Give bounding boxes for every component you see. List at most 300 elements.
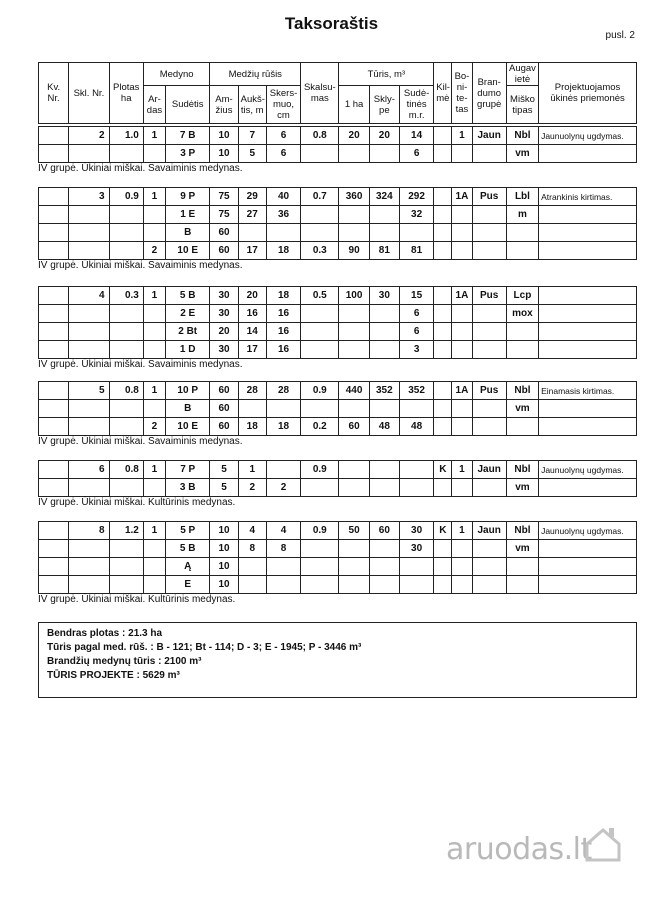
table-cell: 0.7 [301,188,339,206]
table-cell: 5 [238,145,266,163]
table-cell [434,305,452,323]
table-cell [301,305,339,323]
table-cell [238,224,266,242]
table-cell: 8 [238,540,266,558]
table-cell [434,323,452,341]
table-cell: 28 [238,382,266,400]
table-cell: 2 Bt [166,323,210,341]
group-note: IV grupė. Ūkiniai miškai. Savaiminis medynas. [38,359,243,370]
table-cell: Jaunuolynų ugdymas. [539,127,637,145]
table-cell: 1 [143,188,165,206]
table-cell [434,188,452,206]
table-cell: 18 [266,242,300,260]
table-row [39,461,637,479]
table-cell: B [166,400,210,418]
table-cell: 0.8 [301,127,339,145]
table-cell: Nbl [506,382,538,400]
table-cell: 2 [238,479,266,497]
table-cell [109,479,143,497]
table-cell: 8 [69,522,109,540]
table-cell [369,224,399,242]
table-cell [472,145,506,163]
table-cell: 60 [339,418,369,436]
table-row [39,145,637,163]
table-cell [472,418,506,436]
table-cell [39,305,69,323]
summary-project-volume: TŪRIS PROJEKTE : 5629 m³ [47,670,180,681]
table-cell [369,558,399,576]
summary-mature-volume: Brandžių medynų tūris : 2100 m³ [47,656,202,667]
table-cell: 1 [452,461,472,479]
table-cell [39,479,69,497]
table-cell: 14 [399,127,433,145]
table-cell [301,400,339,418]
table-cell: 0.3 [109,287,143,305]
table-cell: 1.2 [109,522,143,540]
table-cell: 16 [266,341,300,359]
stand-table [38,126,637,163]
table-cell [109,576,143,594]
table-cell [39,461,69,479]
table-cell: 20 [369,127,399,145]
table-cell [109,305,143,323]
table-cell [434,382,452,400]
table-cell: 1A [452,382,472,400]
table-cell [69,305,109,323]
table-cell [472,540,506,558]
table-cell [452,479,472,497]
table-cell: Jaunuolynų ugdymas. [539,522,637,540]
col-bonitetas: Bo- ni- te- tas [452,63,472,124]
table-cell: 5 B [166,540,210,558]
table-cell [301,145,339,163]
col-turis-1ha: 1 ha [339,86,369,124]
table-cell [339,461,369,479]
table-cell [472,576,506,594]
table-row [39,188,637,206]
table-cell: vm [506,400,538,418]
table-cell: 90 [339,242,369,260]
table-cell [452,224,472,242]
table-cell [369,341,399,359]
col-medziu-rusis: Medžių rūšis [210,63,301,86]
table-cell: E [166,576,210,594]
table-cell [472,206,506,224]
table-cell: 2 [143,418,165,436]
col-priemones: Projektuojamos ūkinės priemonės [539,63,637,124]
table-cell: 4 [238,522,266,540]
table-cell [69,400,109,418]
table-cell: 30 [399,540,433,558]
table-cell: Pus [472,382,506,400]
table-cell [506,558,538,576]
table-cell [539,305,637,323]
table-cell [339,323,369,341]
table-cell [109,341,143,359]
table-cell [69,206,109,224]
table-cell: 5 [210,479,238,497]
table-cell: Nbl [506,127,538,145]
table-cell: Jaun [472,461,506,479]
table-cell: 324 [369,188,399,206]
table-cell: 4 [69,287,109,305]
table-cell [452,558,472,576]
table-cell [339,479,369,497]
table-cell [238,400,266,418]
table-cell [339,558,369,576]
table-cell [434,224,452,242]
table-cell: 81 [369,242,399,260]
table-cell [266,224,300,242]
table-cell [39,400,69,418]
table-cell [109,558,143,576]
col-skl-nr: Skl. Nr. [69,63,109,124]
col-augaviete: Augav ietė [506,63,538,86]
table-cell: 17 [238,242,266,260]
table-cell [143,341,165,359]
table-cell [452,206,472,224]
table-cell: 16 [238,305,266,323]
table-cell: 20 [339,127,369,145]
table-cell: 28 [266,382,300,400]
table-cell [39,127,69,145]
group-note: IV grupė. Ūkiniai miškai. Kultūrinis medynas. [38,594,236,605]
table-cell [301,576,339,594]
table-cell: Pus [472,188,506,206]
table-cell: 440 [339,382,369,400]
table-cell: 2 E [166,305,210,323]
table-cell: 5 [69,382,109,400]
table-cell: 81 [399,242,433,260]
table-cell: 1 [143,127,165,145]
table-cell: Lcp [506,287,538,305]
table-cell: 20 [238,287,266,305]
table-cell [39,323,69,341]
table-cell: 4 [266,522,300,540]
col-medyno: Medyno [143,63,210,86]
table-cell: 14 [238,323,266,341]
page-number: pusl. 2 [605,30,635,41]
table-cell [369,323,399,341]
table-cell: 30 [369,287,399,305]
table-cell: 10 [210,145,238,163]
table-cell [301,540,339,558]
table-cell [109,242,143,260]
col-misko-tipas: Miško tipas [506,86,538,124]
table-cell: 292 [399,188,433,206]
table-cell [266,576,300,594]
col-aukstis: Aukš- tis, m [238,86,266,124]
table-cell [266,558,300,576]
table-cell [69,540,109,558]
table-cell [434,576,452,594]
col-turis-sklype: Skly- pe [369,86,399,124]
table-cell [434,418,452,436]
table-cell: 7 P [166,461,210,479]
table-cell [39,224,69,242]
table-cell [143,145,165,163]
table-cell: 1 [143,461,165,479]
table-cell: 100 [339,287,369,305]
summary-box [38,622,637,698]
table-cell [69,323,109,341]
table-cell: 30 [399,522,433,540]
table-cell [539,400,637,418]
table-cell [434,341,452,359]
table-row [39,242,637,260]
table-cell [539,206,637,224]
table-cell: Einamasis kirtimas. [539,382,637,400]
table-cell [69,576,109,594]
table-cell: 3 P [166,145,210,163]
table-cell [109,540,143,558]
table-cell [472,323,506,341]
table-cell [301,558,339,576]
table-cell [39,188,69,206]
table-cell [339,341,369,359]
table-cell [69,224,109,242]
table-cell: 1 [143,287,165,305]
header-table [38,62,637,124]
table-cell: 10 [210,522,238,540]
watermark-logo: aruodas.lt [446,832,592,867]
table-cell: 0.3 [301,242,339,260]
table-cell [369,145,399,163]
table-cell [434,400,452,418]
table-cell [452,540,472,558]
table-cell [301,206,339,224]
table-cell [266,400,300,418]
table-cell: 6 [69,461,109,479]
table-cell: 17 [238,341,266,359]
table-cell: 1A [452,188,472,206]
table-cell [301,323,339,341]
table-cell: 36 [266,206,300,224]
table-cell: 1 [452,127,472,145]
stand-table [38,460,637,497]
table-cell: 60 [210,224,238,242]
table-cell: 10 [210,540,238,558]
table-cell: 50 [339,522,369,540]
table-cell [452,400,472,418]
table-cell: 0.8 [109,382,143,400]
table-cell: 3 [69,188,109,206]
table-cell [301,479,339,497]
stand-table [38,286,637,359]
table-cell: 30 [210,287,238,305]
table-cell: 5 [210,461,238,479]
table-cell [339,206,369,224]
table-cell [452,341,472,359]
table-cell: 48 [369,418,399,436]
table-cell: 30 [210,341,238,359]
table-cell [39,206,69,224]
table-cell [39,540,69,558]
table-cell [109,400,143,418]
table-cell: Atrankinis kirtimas. [539,188,637,206]
table-cell [39,522,69,540]
table-cell [69,418,109,436]
table-cell: 18 [266,287,300,305]
table-cell: 6 [266,145,300,163]
table-cell: 352 [369,382,399,400]
col-turis: Tūris, m³ [339,63,434,86]
table-row [39,206,637,224]
table-cell: 32 [399,206,433,224]
table-cell: 10 E [166,242,210,260]
table-cell [539,323,637,341]
table-cell: 10 P [166,382,210,400]
table-cell: 5 B [166,287,210,305]
table-cell [339,305,369,323]
table-cell [452,145,472,163]
table-cell [369,576,399,594]
table-cell: 1 [143,382,165,400]
table-cell: 9 P [166,188,210,206]
table-cell: 1 [238,461,266,479]
table-cell: 10 [210,576,238,594]
table-cell [39,242,69,260]
group-note: IV grupė. Ūkiniai miškai. Kultūrinis medynas. [38,497,236,508]
table-row [39,558,637,576]
table-cell: 48 [399,418,433,436]
table-row [39,418,637,436]
table-cell: mox [506,305,538,323]
table-cell [434,287,452,305]
col-amzius: Am- žius [210,86,238,124]
table-cell [452,576,472,594]
table-cell [434,145,452,163]
table-cell [452,305,472,323]
table-cell: vm [506,540,538,558]
table-cell [369,461,399,479]
table-row [39,576,637,594]
table-cell [39,576,69,594]
table-cell [399,224,433,242]
table-cell: 10 [210,558,238,576]
table-cell [434,558,452,576]
table-cell: Pus [472,287,506,305]
table-cell: 0.5 [301,287,339,305]
table-cell [506,323,538,341]
table-row [39,382,637,400]
group-note: IV grupė. Ūkiniai miškai. Savaiminis medynas. [38,260,243,271]
table-cell: 18 [266,418,300,436]
table-row [39,305,637,323]
col-skersmuo: Skers- muo, cm [266,86,300,124]
table-cell: 10 [210,127,238,145]
table-row [39,479,637,497]
table-cell: 3 [399,341,433,359]
table-cell [339,540,369,558]
table-cell: 16 [266,305,300,323]
table-cell [69,145,109,163]
house-icon [583,826,623,862]
table-cell: Jaun [472,522,506,540]
table-cell: 15 [399,287,433,305]
table-cell [434,479,452,497]
col-plotas: Plotas ha [109,63,143,124]
table-cell [506,576,538,594]
table-cell: 3 B [166,479,210,497]
col-kilme: Kil- mė [434,63,452,124]
table-cell: Ą [166,558,210,576]
col-kv-nr: Kv. Nr. [39,63,69,124]
table-cell [434,540,452,558]
table-cell: 0.9 [301,461,339,479]
table-cell: 40 [266,188,300,206]
table-cell [539,145,637,163]
table-cell [39,341,69,359]
table-cell [399,461,433,479]
table-cell: Jaun [472,127,506,145]
table-cell: 29 [238,188,266,206]
table-cell [369,206,399,224]
group-note: IV grupė. Ūkiniai miškai. Savaiminis medynas. [38,436,243,447]
table-cell: vm [506,479,538,497]
table-cell [339,576,369,594]
table-cell [452,418,472,436]
table-cell: 7 [238,127,266,145]
table-cell [339,224,369,242]
table-cell: K [434,461,452,479]
col-ardas: Ar- das [143,86,165,124]
table-cell [472,400,506,418]
table-cell [301,224,339,242]
table-cell: m [506,206,538,224]
table-cell [506,341,538,359]
summary-total-area: Bendras plotas : 21.3 ha [47,628,163,639]
table-cell: 0.8 [109,461,143,479]
table-cell [39,418,69,436]
table-cell [472,479,506,497]
table-cell: 6 [399,145,433,163]
table-cell [143,540,165,558]
table-cell: 2 [69,127,109,145]
table-cell [506,224,538,242]
stand-table [38,187,637,260]
table-cell [434,206,452,224]
table-cell: 75 [210,188,238,206]
table-cell: 0.2 [301,418,339,436]
table-cell: 16 [266,323,300,341]
table-cell: 7 B [166,127,210,145]
table-cell: 0.9 [301,522,339,540]
table-cell: 8 [266,540,300,558]
table-cell: 20 [210,323,238,341]
table-cell: K [434,522,452,540]
table-cell: 10 E [166,418,210,436]
table-cell: 60 [210,242,238,260]
table-cell [143,305,165,323]
table-row [39,540,637,558]
table-cell [39,287,69,305]
table-row [39,323,637,341]
summary-volume-by-species: Tūris pagal med. rūš. : B - 121; Bt - 114; D - 3; E - 1945; P - 3446 m³ [47,642,362,653]
table-cell [539,540,637,558]
document-title: Taksoraštis [284,14,379,33]
stand-table [38,381,637,436]
table-row [39,522,637,540]
table-cell: 6 [399,323,433,341]
table-cell [143,206,165,224]
table-cell: Nbl [506,522,538,540]
table-cell [109,145,143,163]
table-cell: 1 D [166,341,210,359]
table-cell [301,341,339,359]
table-cell: 2 [266,479,300,497]
table-cell [452,323,472,341]
